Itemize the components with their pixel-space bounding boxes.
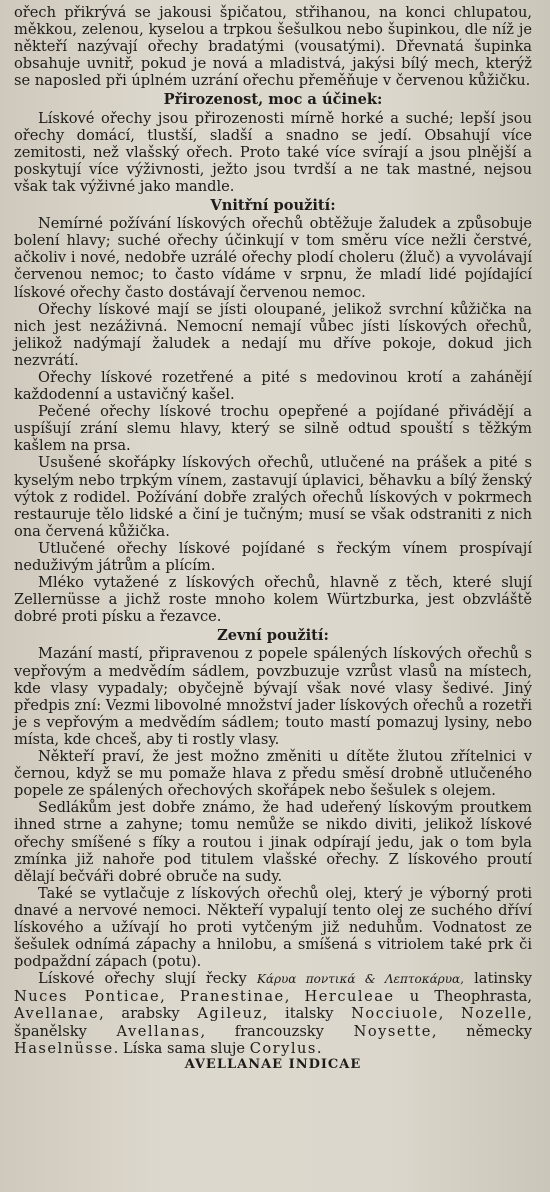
internal-paragraph-4: Pečené ořechy lískové trochu opepřené a pojídané přivádějí a uspíšují zrání slemu hlavy, který se silně odtud spouští s těžkým kašlem na prsa. bbox=[14, 403, 532, 455]
next-section-heading: AVELLANAE INDICAE bbox=[184, 1056, 362, 1072]
external-paragraph-4: Také se vytlačuje z lískových ořechů olej, který je výborný proti dnavé a nervové nemoci. Někteří vypalují tento olej ze suchého dříví lískového a užívají ho proti vytčeným již neduhům. Vodnatost ze šešulek odnímá zápachy a hnilobu, a smíšená s vitriolem také prk či podpaždní zápach (potu). bbox=[14, 884, 532, 971]
section-heading-internal-use: Vnitřní použití: bbox=[210, 197, 336, 215]
internal-paragraph-2: Ořechy lískové mají se jísti oloupané, jelikož svrchní kůžička na nich jest nezáživná. Nemocní nemají vůbec jísti lískových ořechů, jelikož nadýmají žaludek a nedají mu dříve pokoje, dokud jich nezvrátí. bbox=[14, 300, 532, 369]
internal-paragraph-5: Usušené skořápky lískových ořechů, utlučené na prášek a pité s kyselým nebo trpkým vínem, zastavují úplavici, běhavku a bílý ženský výtok z rodidel. Požívání dobře zralých ořechů lískových v pokrmech restauruje tělo lidské a činí je tučným; musí se však odstraniti z nich ona červená kůžička. bbox=[14, 454, 532, 540]
names-text-e: u Theophrasta, bbox=[394, 988, 532, 1006]
external-paragraph-2: Někteří praví, že jest možno změniti u dítěte žlutou zřítelnici v černou, když se mu pomaže hlava z předu směsí drobně utlučeného popele ze spálených ořechových skořápek nebo šešulek s olejem. bbox=[14, 748, 532, 800]
section-heading-nature: Přirozenost, moc a účinek: bbox=[163, 91, 383, 109]
names-text-c: , bbox=[160, 988, 180, 1006]
internal-paragraph-1: Nemírné požívání lískových ořechů obtěžuje žaludek a způsobuje bolení hlavy; suché ořechy účinkují v tom směru více nežli čerstvé, ačkoliv i nové, nedobře uzrálé ořechy plodí choleru (žluč) a vyvolávají červenou nemoc; to často vídáme v srpnu, že mladí lidé pojídající lískové ořechy často dostávají červenou nemoc. bbox=[14, 215, 532, 301]
genus-name: Corylus bbox=[249, 1039, 317, 1057]
section-heading-external-use: Zevní použití: bbox=[217, 627, 329, 645]
names-text-m: . bbox=[316, 1039, 322, 1057]
external-paragraph-3: Sedlákům jest dobře známo, že had udeřený lískovým proutkem ihned strne a zahyne; tomu nemůže se nikdo diviti, jelikož lískové ořechy smíšené s fíky a routou i jinak odpírají jedu, jak o tom byla zmínka již nahoře pod titulem vlašské ořechy. Z lískového proutí dělají bečváři dobré obruče na sudy. bbox=[14, 799, 532, 885]
german-name: Haselnüsse bbox=[14, 1039, 114, 1057]
italian-name-nocciuole: Nocciuole bbox=[351, 1005, 439, 1023]
names-text-f: , arabsky bbox=[99, 1005, 198, 1023]
arabic-name: Agileuz bbox=[197, 1005, 263, 1023]
internal-paragraph-3: Ořechy lískové rozetřené a pité s medovinou krotí a zahánějí každodenní a ustavičný kašel. bbox=[14, 368, 532, 404]
names-text-l: . Líska sama sluje bbox=[113, 1039, 250, 1057]
names-text-i: , španělsky bbox=[14, 1005, 532, 1040]
greek-names: Κάρυα ποντικά & Λεπτοκάρυα, bbox=[256, 972, 464, 987]
nature-paragraph: Lískové ořechy jsou přirozenosti mírně horké a suché; lepší jsou ořechy domácí, tlustší, sladší a snadno se jedí. Obsahují více zemitosti, než vlašský ořech. Proto také více svírají a jsou plnější a poskytují více výživnosti, ježto jsou tvrdší a ne tak mastné, nejsou však tak výživné jako mandle. bbox=[14, 109, 532, 195]
intro-paragraph: ořech přikrývá se jakousi špičatou, střihanou, na konci chlupatou, měkkou, zelenou, kyselou a trpkou šešulkou nebo šupinkou, dle níž je někteří nazývají ořechy bradatými (vousatými). Dřevnatá šupinka obsahuje uvnitř, pokud je nová a mladistvá, jakýsi bílý mech, kterýž se naposled při úplném uzrání ořechu přeměňuje v červenou kůžičku. bbox=[14, 4, 532, 90]
italian-name-nozelle: Nozelle bbox=[461, 1005, 528, 1023]
internal-paragraph-6: Utlučené ořechy lískové pojídané s řeckým vínem prospívají neduživým játrům a plícím. bbox=[14, 539, 532, 574]
latin-name-nuces: Nuces Ponticae bbox=[14, 988, 161, 1006]
latin-name-herculeae: Herculeae bbox=[304, 988, 395, 1006]
names-text-k: , německy bbox=[431, 1022, 532, 1040]
names-text-g: , italsky bbox=[262, 1005, 352, 1023]
french-name: Noysette bbox=[353, 1022, 432, 1040]
latin-name-pranestinae: Pranestinae bbox=[179, 988, 285, 1006]
spanish-name: Avellanas bbox=[116, 1022, 201, 1040]
names-text-h: , bbox=[438, 1005, 461, 1023]
names-text-a: Lískové ořechy slují řecky bbox=[38, 970, 257, 988]
names-text-b: latinsky bbox=[463, 970, 532, 988]
names-text-j: , francouzsky bbox=[200, 1022, 354, 1040]
internal-paragraph-7: Mléko vytažené z lískových ořechů, hlavně z těch, které slují Zellernüsse a jichž roste mnoho kolem Würtzburka, jest obzvláště dobré proti písku a řezavce. bbox=[14, 574, 532, 626]
names-text-d: , bbox=[284, 988, 305, 1006]
external-paragraph-1: Mazání mastí, připravenou z popele spálených lískových ořechů s vepřovým a medvědím sádlem, povzbuzuje vzrůst vlasů na místech, kde vlasy vypadaly; obyčejně bývají však nové vlasy šedivé. Jiný předpis zní: Vezmi libovolné množství jader lískových ořechů a rozetři je s vepřovým a medvědím sádlem; touto mastí pomazuj lysiny, nebo místa, kde chceš, aby ti rostly vlasy. bbox=[14, 645, 532, 748]
latin-name-avellanae: Avellanae bbox=[14, 1005, 100, 1023]
names-paragraph bbox=[14, 970, 532, 1056]
